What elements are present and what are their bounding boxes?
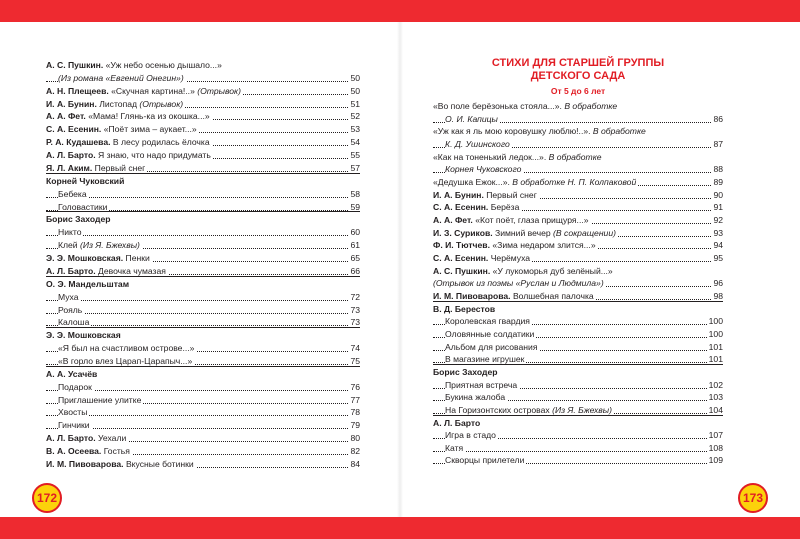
page-number: 108 <box>708 442 723 453</box>
toc-entry <box>46 175 360 187</box>
author-name: А. Л. Барто <box>433 417 481 428</box>
toc-entry <box>46 72 360 84</box>
poem-title: Я знаю, что надо придумать <box>95 150 211 161</box>
poem-title: Скворцы прилетели <box>445 455 525 466</box>
page-number: 73 <box>350 317 360 328</box>
poem-title: «Уж как я ль мою коровушку люблю!..». <box>433 126 593 137</box>
entry-title <box>46 213 112 225</box>
italic-note: (Отрывок из поэмы «Руслан и Людмила») <box>433 278 604 289</box>
toc-entry <box>433 163 723 175</box>
author-name: А. Л. Барто. <box>46 265 96 276</box>
page-number: 104 <box>708 404 723 415</box>
entry-title <box>58 381 94 393</box>
toc-entry <box>46 381 360 393</box>
page-number: 65 <box>350 253 360 264</box>
italic-note: В обработке <box>548 151 602 162</box>
entry-title <box>58 394 143 406</box>
entry-title <box>433 265 615 277</box>
poem-title: Гинчики <box>58 420 90 431</box>
entry-title <box>445 315 532 327</box>
toc-entry <box>46 304 360 316</box>
page-number: 82 <box>350 446 360 457</box>
page-number: 84 <box>350 458 360 469</box>
entry-title <box>433 151 604 163</box>
entry-title <box>433 100 619 112</box>
page-number: 54 <box>350 137 360 148</box>
top-border <box>0 0 400 22</box>
toc-entry <box>433 379 723 391</box>
page-number: 72 <box>350 291 360 302</box>
toc-entry <box>433 391 723 403</box>
author-name: А. Л. Барто. <box>46 433 96 444</box>
page-number: 101 <box>708 354 723 365</box>
page-number: 52 <box>350 111 360 122</box>
entry-title <box>46 85 243 97</box>
poem-title: «В горло влез Царап-Царапыч...» <box>58 356 193 366</box>
poem-title: Берёза <box>488 202 520 213</box>
entry-title <box>445 442 465 454</box>
toc-entry <box>46 445 360 457</box>
page-number: 76 <box>350 381 360 392</box>
top-border <box>400 0 800 22</box>
page-number: 100 <box>708 316 723 327</box>
section-divider <box>46 327 360 328</box>
author-name: И. А. Бунин. <box>46 98 97 109</box>
page-number: 90 <box>713 189 723 200</box>
section-heading <box>433 57 723 97</box>
page-number: 51 <box>350 98 360 109</box>
author-name: Э. Э. Мошковская. <box>46 253 124 264</box>
toc-entry <box>46 85 360 97</box>
author-name: А. Л. Барто. <box>46 150 96 161</box>
toc-entry <box>46 406 360 418</box>
toc-entry <box>46 98 360 110</box>
poem-title: «Кот поёт, глаза прищуря...» <box>472 214 589 225</box>
entry-title <box>445 138 512 150</box>
poem-title: В лесу родилась ёлочка <box>110 137 210 148</box>
poem-title: Королевская гвардия <box>445 316 530 327</box>
author-name: С. А. Есенин. <box>433 202 489 213</box>
entry-title <box>445 379 519 391</box>
toc-entry <box>433 328 723 340</box>
poem-title: Уехали <box>95 433 127 444</box>
author-name: И. З. Суриков. <box>433 227 493 238</box>
poem-title: На Горизонтских островах <box>445 404 553 415</box>
entry-title <box>46 252 152 264</box>
poem-title: «Скучная картина!..» <box>108 85 198 96</box>
poem-title: «Поёт зима – аукает...» <box>101 124 197 135</box>
leader-dots <box>46 300 360 301</box>
section-title-line-2: ДЕТСКОГО САДА <box>530 70 626 82</box>
page-number: 87 <box>713 138 723 149</box>
author-name: О. Э. Мандельштам <box>46 278 130 289</box>
toc-entry <box>46 394 360 406</box>
toc-entry <box>433 214 723 226</box>
leader-dots <box>46 325 360 326</box>
page-number-badge-right: 173 <box>738 483 768 513</box>
entry-title <box>58 291 81 303</box>
poem-title: Муха <box>58 291 79 302</box>
leader-dots <box>46 415 360 416</box>
page-number: 92 <box>713 214 723 225</box>
page-number: 100 <box>708 328 723 339</box>
poem-title: Приятная встреча <box>445 379 518 390</box>
entry-title <box>46 149 213 161</box>
poem-title: Никто <box>58 227 82 238</box>
author-name: С. А. Есенин. <box>46 124 102 135</box>
italic-note: В обработке Н. П. Колпаковой <box>512 176 637 187</box>
author-name: Я. Л. Аким. <box>46 162 93 173</box>
poem-title: Листопад <box>96 98 140 109</box>
poem-title: В магазине игрушек <box>445 354 525 365</box>
right-page <box>400 0 800 539</box>
toc-entry <box>433 442 723 454</box>
bottom-border <box>400 517 800 539</box>
author-name: А. С. Пушкин. <box>433 265 491 276</box>
entry-title <box>433 189 539 201</box>
entry-title <box>46 432 128 444</box>
page-number: 50 <box>350 72 360 83</box>
section-divider <box>433 364 723 365</box>
toc-entry <box>433 227 723 239</box>
author-name: А. С. Пушкин. <box>46 60 104 70</box>
author-name: А. Н. Плещеев. <box>46 85 109 96</box>
page-number: 101 <box>708 341 723 352</box>
entry-title <box>46 445 132 457</box>
poem-title: «Как на тоненький ледок...». <box>433 151 549 162</box>
poem-title: «Уж небо осенью дышало...» <box>103 60 222 70</box>
entry-title <box>46 98 185 110</box>
poem-title: Калоша <box>58 317 90 328</box>
author-name: Борис Заходер <box>46 214 111 225</box>
page-number: 88 <box>713 164 723 175</box>
entry-title <box>433 366 499 378</box>
entry-title <box>433 239 598 251</box>
leader-dots <box>46 235 360 236</box>
author-name: И. М. Пивоварова. <box>46 458 124 469</box>
poem-title: Рояль <box>58 304 83 315</box>
toc-entry <box>433 239 723 251</box>
toc-entry <box>433 417 723 429</box>
page-number: 96 <box>713 278 723 289</box>
poem-title: Первый снег <box>92 162 146 173</box>
page-number: 50 <box>350 85 360 96</box>
author-name: А. А. Фет. <box>433 214 473 225</box>
poem-title: Клей <box>58 240 80 251</box>
author-name: Борис Заходер <box>433 366 498 377</box>
toc-entry <box>46 239 360 251</box>
author-name: Р. А. Кудашева. <box>46 137 111 148</box>
poem-title: «Зима недаром злится...» <box>489 240 596 251</box>
entry-title <box>58 188 89 200</box>
page-number: 86 <box>713 113 723 124</box>
poem-title: Волшебная палочка <box>510 290 594 301</box>
toc-entry <box>46 432 360 444</box>
page-number: 60 <box>350 227 360 238</box>
entry-title <box>433 303 497 315</box>
entry-title <box>46 110 212 122</box>
entry-title <box>445 454 526 466</box>
poem-title: Головастики <box>58 201 108 212</box>
page-number: 107 <box>708 430 723 441</box>
leader-dots <box>46 197 360 198</box>
page-number: 109 <box>708 455 723 466</box>
page-number: 73 <box>350 304 360 315</box>
section-divider <box>46 366 360 367</box>
page-number: 91 <box>713 202 723 213</box>
toc-entry <box>46 252 360 264</box>
page-number: 95 <box>713 252 723 263</box>
toc-entry <box>46 419 360 431</box>
italic-note: О. И. Капицы <box>445 113 498 124</box>
section-divider <box>46 211 360 212</box>
entry-title <box>433 277 606 289</box>
section-divider <box>46 276 360 277</box>
poem-title: Вкусные ботинки <box>123 458 194 469</box>
poem-title: Пенки <box>123 253 150 264</box>
poem-title: Зимний вечер <box>492 227 554 238</box>
toc-entry <box>46 329 360 341</box>
poem-title: «Дедушка Ежок...». <box>433 176 513 187</box>
italic-note: (Отрывок) <box>139 98 184 109</box>
toc-entry <box>433 125 723 137</box>
page-number: 58 <box>350 188 360 199</box>
toc-entry <box>433 201 723 213</box>
entry-title <box>445 113 500 125</box>
entry-title <box>46 368 99 380</box>
entry-title <box>58 72 186 84</box>
toc-entry <box>46 188 360 200</box>
italic-note: (Отрывок) <box>197 85 241 96</box>
author-name: И. М. Пивоварова. <box>433 290 511 301</box>
poem-title: Альбом для рисования <box>445 341 538 352</box>
bottom-border <box>0 517 400 539</box>
poem-title: Первый снег <box>483 189 537 200</box>
toc-entry <box>433 429 723 441</box>
author-name: Ф. И. Тютчев. <box>433 240 490 251</box>
toc-entry <box>433 138 723 150</box>
author-name: И. А. Бунин. <box>433 189 484 200</box>
toc-entry <box>46 278 360 290</box>
page-number: 74 <box>350 343 360 354</box>
page-number: 57 <box>350 162 360 173</box>
toc-entry <box>433 366 723 378</box>
entry-title <box>433 227 618 239</box>
toc-entry <box>433 303 723 315</box>
leader-dots <box>46 313 360 314</box>
author-name: В. А. Осеева. <box>46 446 102 457</box>
page-number: 66 <box>350 265 360 276</box>
poem-title: Катя <box>445 442 464 453</box>
entry-title <box>433 214 591 226</box>
entry-title <box>46 278 131 290</box>
poem-title: Приглашение улитке <box>58 394 142 405</box>
entry-title <box>58 239 142 251</box>
entry-title <box>433 252 532 264</box>
page-number-badge-left: 172 <box>32 483 62 513</box>
toc-entry <box>433 454 723 466</box>
toc-entry <box>46 123 360 135</box>
page-number: 98 <box>713 290 723 301</box>
entry-title <box>445 341 540 353</box>
entry-title <box>46 59 224 71</box>
entry-title <box>433 417 482 429</box>
toc-entry <box>46 213 360 225</box>
entry-title <box>46 458 196 470</box>
leader-dots <box>46 428 360 429</box>
entry-title <box>58 419 92 431</box>
poem-title: Гостья <box>101 446 130 457</box>
entry-title <box>445 429 498 441</box>
page-number: 75 <box>350 356 360 366</box>
entry-title <box>433 125 648 137</box>
section-subtitle: От 5 до 6 лет <box>550 86 606 96</box>
page-number: 103 <box>708 392 723 403</box>
entry-title <box>58 342 196 354</box>
entry-title <box>433 201 521 213</box>
poem-title: Бебека <box>58 188 87 199</box>
toc-entry <box>433 315 723 327</box>
author-name: А. А. Усачёв <box>46 368 98 379</box>
page-number: 94 <box>713 240 723 251</box>
italic-note: Корнея Чуковского <box>445 164 522 175</box>
toc-entry <box>433 252 723 264</box>
author-name: Корней Чуковский <box>46 175 125 186</box>
entry-title <box>58 304 84 316</box>
entry-title <box>58 406 89 418</box>
poem-title: Оловянные солдатики <box>445 328 535 339</box>
author-name: Э. Э. Мошковская <box>46 330 121 341</box>
italic-note: (В сокращении) <box>553 227 616 238</box>
toc-entry <box>433 189 723 201</box>
italic-note: (Из романа «Евгений Онегин») <box>58 72 184 83</box>
toc-entry <box>433 341 723 353</box>
page-number: 55 <box>350 150 360 161</box>
author-name: С. А. Есенин. <box>433 252 489 263</box>
poem-title: Подарок <box>58 381 92 392</box>
poem-title: «Я был на счастливом острове...» <box>58 343 195 354</box>
toc-entry <box>433 151 723 163</box>
entry-title <box>433 176 638 188</box>
toc-entry <box>433 100 723 112</box>
toc-entry <box>433 113 723 125</box>
toc-entry <box>433 277 723 289</box>
entry-title <box>445 391 507 403</box>
poem-title: Хвосты <box>58 407 88 418</box>
entry-title <box>46 123 199 135</box>
section-divider <box>46 173 360 174</box>
italic-note: В обработке <box>592 126 646 137</box>
toc-entry <box>433 176 723 188</box>
toc-entry <box>46 458 360 470</box>
toc-entry <box>46 342 360 354</box>
poem-title: «Во поле берёзонька стояла...». <box>433 101 565 111</box>
entry-title <box>445 163 523 175</box>
page-number: 78 <box>350 407 360 418</box>
section-title-line-1: СТИХИ ДЛЯ СТАРШЕЙ ГРУППЫ <box>491 57 665 69</box>
italic-note: (Из Я. Бжехвы) <box>552 404 612 415</box>
poem-title: Черёмуха <box>488 252 531 263</box>
page-number: 89 <box>713 176 723 187</box>
page-number: 77 <box>350 394 360 405</box>
toc-entry <box>46 291 360 303</box>
toc-entry <box>46 226 360 238</box>
poem-title: «Мама! Глянь-ка из окошка...» <box>85 111 210 122</box>
poem-title: Букина жалоба <box>445 392 506 403</box>
entry-title <box>445 328 536 340</box>
italic-note: (Из Я. Бжехвы) <box>80 240 140 251</box>
page-number: 53 <box>350 124 360 135</box>
page-number: 61 <box>350 240 360 251</box>
author-name: В. Д. Берестов <box>433 303 496 314</box>
toc-entry <box>46 136 360 148</box>
entry-title <box>46 136 212 148</box>
toc-entry <box>46 110 360 122</box>
entry-title <box>46 175 126 187</box>
page-number: 59 <box>350 201 360 212</box>
toc-entry <box>433 265 723 277</box>
section-divider <box>433 415 723 416</box>
entry-title <box>58 226 83 238</box>
page-number: 93 <box>713 227 723 238</box>
book-spine <box>397 22 403 517</box>
toc-entry <box>46 59 360 71</box>
section-divider <box>433 301 723 302</box>
toc-entry <box>46 149 360 161</box>
italic-note: К. Д. Ушинского <box>445 138 510 149</box>
page-number: 102 <box>708 379 723 390</box>
poem-title: «У лукоморья дуб зелёный...» <box>490 265 613 276</box>
author-name: А. А. Фет. <box>46 111 86 122</box>
toc-entry <box>46 368 360 380</box>
page-number: 80 <box>350 433 360 444</box>
leader-dots <box>433 451 723 452</box>
entry-title <box>46 329 123 341</box>
page-number: 79 <box>350 420 360 431</box>
italic-note: В обработке <box>564 101 618 111</box>
poem-title: Игра в стадо <box>445 430 496 441</box>
poem-title: Девочка чумазая <box>95 265 166 276</box>
